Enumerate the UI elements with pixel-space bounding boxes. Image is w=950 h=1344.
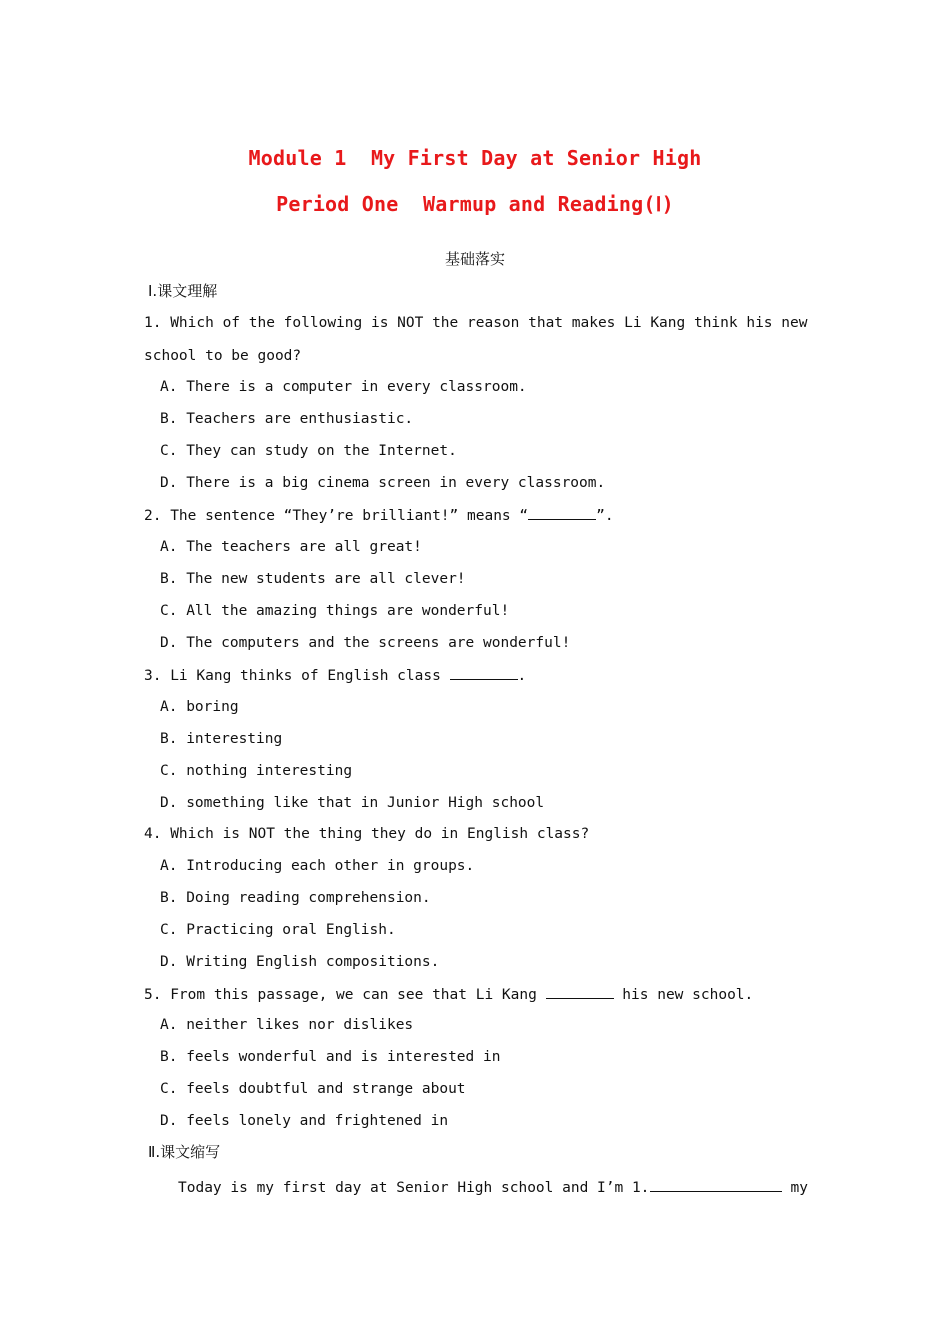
question-4-option-c: C. Practicing oral English. [160,922,396,938]
question-1-option-d: D. There is a big cinema screen in every classroom. [160,475,606,491]
question-5-option-b: B. feels wonderful and is interested in [160,1049,501,1065]
summary-paragraph [178,1177,808,1198]
question-1-text: 1. Which of the following is NOT the reason that makes Li Kang think his new [144,315,808,331]
question-4-option-d: D. Writing English compositions. [160,954,440,970]
period-title: Period One Warmup and Reading(Ⅰ) [276,192,674,216]
question-1-line-1 [144,313,808,333]
question-3-option-a: A. boring [160,699,239,715]
summary-blank-1[interactable] [650,1177,782,1192]
question-3-text-before: 3. Li Kang thinks of English class [144,668,450,684]
question-3-option-c: C. nothing interesting [160,763,353,779]
question-5-option-a: A. neither likes nor dislikes [160,1017,414,1033]
question-3-text-after: . [517,668,527,684]
summary-text-before: Today is my first day at Senior High school and I’m 1. [178,1180,650,1196]
section-subheading: 基础落实 [444,250,505,268]
question-4-option-a: A. Introducing each other in groups. [160,858,475,874]
summary-text-after: my [790,1180,808,1196]
question-2 [144,505,614,526]
question-3-option-b: B. interesting [160,731,283,747]
question-1-line-2: school to be good? [144,348,302,364]
module-title: Module 1 My First Day at Senior High [248,146,702,170]
question-1-option-a: A. There is a computer in every classroom. [160,379,527,395]
question-2-option-a: A. The teachers are all great! [160,539,422,555]
question-2-option-b: B. The new students are all clever! [160,571,466,587]
question-1-option-c: C. They can study on the Internet. [160,443,457,459]
question-5-text-before: 5. From this passage, we can see that Li Kang [144,987,546,1003]
question-5 [144,984,753,1005]
question-2-text-before: 2. The sentence “They’re brilliant!” means “ [144,508,529,524]
question-5-option-d: D. feels lonely and frightened in [160,1113,449,1129]
section-heading-comprehension: Ⅰ.课文理解 [148,282,218,300]
question-3 [144,665,526,686]
question-5-blank[interactable] [546,984,614,999]
question-4: 4. Which is NOT the thing they do in English class? [144,826,590,842]
question-2-text-after: ”. [596,508,614,524]
question-3-blank[interactable] [450,665,518,680]
question-5-option-c: C. feels doubtful and strange about [160,1081,466,1097]
question-1-option-b: B. Teachers are enthusiastic. [160,411,414,427]
section-heading-summary: Ⅱ.课文缩写 [148,1143,221,1161]
question-4-option-b: B. Doing reading comprehension. [160,890,431,906]
question-2-blank[interactable] [528,505,596,520]
question-2-option-d: D. The computers and the screens are wonderful! [160,635,571,651]
question-2-option-c: C. All the amazing things are wonderful! [160,603,510,619]
question-3-option-d: D. something like that in Junior High school [160,795,545,811]
question-5-text-after: his new school. [613,987,754,1003]
